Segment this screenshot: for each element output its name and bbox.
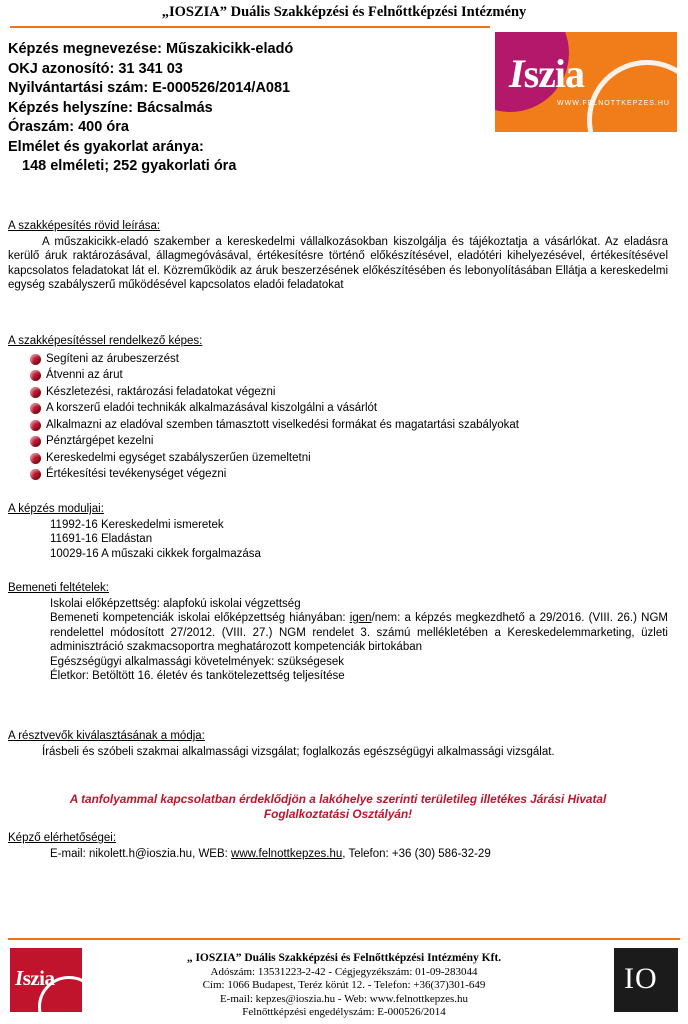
list-item-label: Alkalmazni az eladóval szemben támasztott viselkedési formákat és magatartási szabályokat <box>46 418 519 431</box>
logo-website-text: WWW.FELNOTTKEPZES.HU <box>557 100 670 107</box>
course-line: Nyilvántartási szám: E-000526/2014/A081 <box>8 80 291 96</box>
footer-logo-ioszia <box>10 948 82 1012</box>
list-item <box>30 400 668 417</box>
bullet-icon <box>30 370 41 381</box>
document-header <box>8 4 680 21</box>
footer-logo-io-text: IO <box>624 962 658 995</box>
contact-section <box>8 831 668 861</box>
course-line: Képzés megnevezése: Műszakicikk-eladó <box>8 41 294 57</box>
list-item-label: Kereskedelmi egységet szabályszerűen üzemeltetni <box>46 451 311 464</box>
bullet-icon <box>30 387 41 398</box>
contact-details <box>8 847 668 862</box>
footer-company-info <box>100 952 588 1020</box>
selection-section <box>8 729 668 759</box>
footer-logo-io <box>614 948 678 1012</box>
ioszia-logo <box>495 32 677 132</box>
course-line: Óraszám: 400 óra <box>8 119 129 135</box>
requirements-title: Bemeneti feltételek: <box>8 582 110 594</box>
description-title: A szakképesítés rövid leírása: <box>8 220 161 232</box>
footer-divider <box>8 938 680 940</box>
bullet-icon <box>30 469 41 480</box>
highlight-line-2: Foglalkoztatási Osztályán! <box>263 807 413 821</box>
footer-logo-wordmark <box>15 966 55 991</box>
highlight-line-1: A tanfolyammal kapcsolatban érdeklődjön a lakóhelye szerinti területileg illetékes Járási Hivatal <box>69 792 607 806</box>
footer-logo-letter-szia: szia <box>22 966 55 990</box>
list-item-label: Átvenni az árut <box>46 369 123 381</box>
requirements-section <box>8 581 668 684</box>
bullet-icon <box>30 436 41 447</box>
logo-white-ring <box>587 60 677 132</box>
logo-letter-i: I <box>509 51 524 96</box>
requirement-competence-paragraph <box>8 611 668 655</box>
competence-underlined-option: igen <box>349 612 372 625</box>
description-paragraph: A műszakicikk-eladó szakember a kereskedelmi vállalkozásokban kiszolgálja és tájékoztatja a vásárlókat. Az eladásra kerülő áruk raktározásával, állagmegóvásával, értékesítésre történő előkészítésével, eladótéri kihelyezésével, értékesítésével kapcsolatos feladatokat lát el. Közreműködik az áruk beszerzésének előkészítésében és lebonyolításában Ellátja a kereskedelmi egység szabályszerű működésével kapcsolatos eladói feladatokat <box>8 235 668 292</box>
list-item-label: Készletezési, raktározási feladatokat végezni <box>46 385 276 398</box>
list-item <box>30 367 668 384</box>
requirement-line: Iskolai előképzettség: alapfokú iskolai végzettség <box>50 597 301 610</box>
footer-logo-letter-i: I <box>15 966 23 990</box>
competence-post-text: /nem: a képzés megkezdhető a 29/2016. (VIII. 26.) NGM rendelettel módosított 27/2012. (VIII. 27.) NGM rendelet 3. számú mellékletében a Kereskedelemmarketing, üzleti adminisztráció szakmacsoportra meghatározott kompetenciák birtokában <box>50 612 668 654</box>
competence-pre-text: Bemeneti kompetenciák iskolai előképzettség hiányában: <box>50 612 350 625</box>
logo-wordmark <box>509 51 585 96</box>
bullet-icon <box>30 354 41 365</box>
list-item <box>30 433 668 450</box>
header-divider <box>10 26 490 28</box>
requirement-line: Egészségügyi alkalmassági követelmények: szükségesek <box>50 655 345 668</box>
competences-section <box>8 334 668 483</box>
contact-email-label: E-mail: nikolett.h@ioszia.hu, WEB: <box>50 847 232 860</box>
footer-tax-info: Adószám: 13531223-2-42 - Cégjegyzékszám: 01-09-283044 <box>210 965 478 978</box>
logo-letter-szia: szia <box>523 51 585 96</box>
highlight-note <box>8 792 668 822</box>
modules-title: A képzés moduljai: <box>8 503 104 515</box>
contact-web-link[interactable]: www.felnottkepzes.hu <box>231 847 343 860</box>
contact-title: Képző elérhetőségei: <box>8 832 117 844</box>
list-item <box>30 417 668 434</box>
module-item: 10029-16 A műszaki cikkek forgalmazása <box>50 547 261 560</box>
list-item-label: Pénztárgépet kezelni <box>46 435 154 447</box>
course-line: OKJ azonosító: 31 341 03 <box>8 60 183 77</box>
module-item: 11691-16 Eladástan <box>50 533 153 546</box>
course-line: Elmélet és gyakorlat aránya: <box>8 138 204 155</box>
course-line: Képzés helyszíne: Bácsalmás <box>8 99 213 116</box>
list-item-label: Segíteni az árubeszerzést <box>46 352 179 365</box>
list-item <box>30 466 668 483</box>
footer-email-web: E-mail: kepzes@ioszia.hu - Web: www.felnottkepzes.hu <box>219 992 469 1005</box>
selection-paragraph: Írásbeli és szóbeli szakmai alkalmassági vizsgálat; foglalkozás egészségügyi alkalmassági vizsgálat. <box>42 745 555 758</box>
list-item-label: Értékesítési tevékenységet végezni <box>46 468 227 480</box>
competences-list <box>8 351 668 483</box>
contact-phone: , Telefon: +36 (30) 586-32-29 <box>342 847 491 860</box>
module-item: 11992-16 Kereskedelmi ismeretek <box>50 518 224 531</box>
list-item-label: A korszerű eladói technikák alkalmazásával kiszolgálni a vásárlót <box>46 402 378 414</box>
bullet-icon <box>30 453 41 464</box>
course-summary <box>8 40 488 177</box>
bullet-icon <box>30 420 41 431</box>
list-item <box>30 351 668 368</box>
footer-license: Felnőttképzési engedélyszám: E-000526/2014 <box>242 1006 446 1018</box>
institute-title: „IOSZIA” Duális Szakképzési és Felnőttképzési Intézmény <box>161 4 527 20</box>
footer-company-name: „ IOSZIA” Duális Szakképzési és Felnőttképzési Intézmény Kft. <box>186 952 502 964</box>
competences-title: A szakképesítéssel rendelkező képes: <box>8 335 203 347</box>
course-line: 148 elméleti; 252 gyakorlati óra <box>22 158 237 174</box>
modules-section <box>8 502 668 561</box>
list-item <box>30 450 668 467</box>
footer-address: Cím: 1066 Budapest, Teréz körút 12. - Telefon: +36(37)301-649 <box>202 979 486 991</box>
requirement-line: Életkor: Betöltött 16. életév és tankötelezettség teljesítése <box>50 670 345 683</box>
list-item <box>30 384 668 401</box>
bullet-icon <box>30 403 41 414</box>
description-section <box>8 219 668 293</box>
selection-title: A résztvevők kiválasztásának a módja: <box>8 730 205 742</box>
